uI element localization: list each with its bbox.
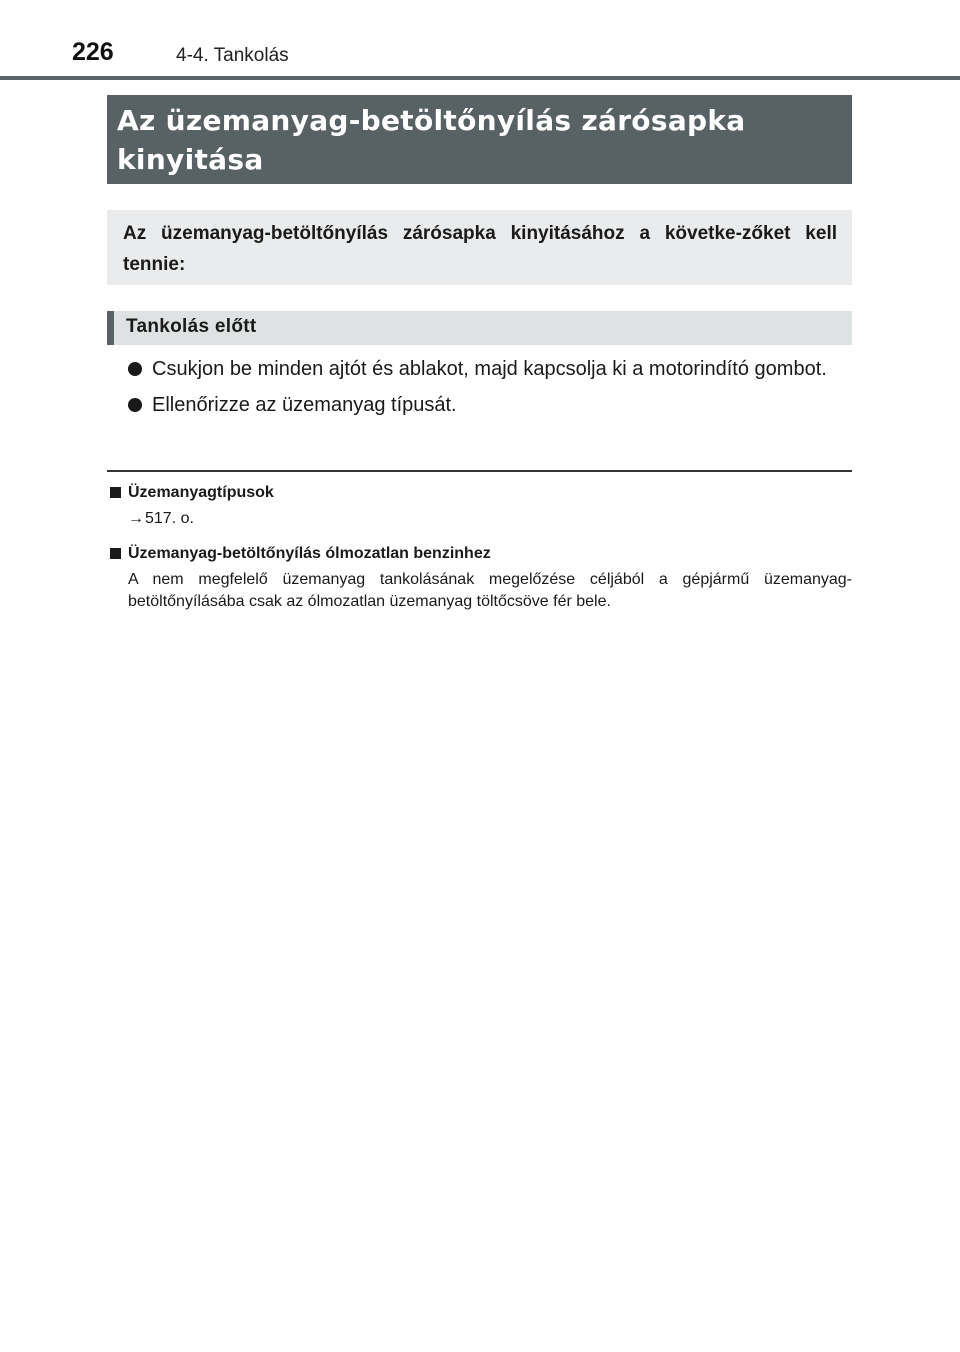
square-bullet-icon: [110, 548, 121, 559]
page-title: Az üzemanyag-betöltőnyílás zárósapka kinyitása: [117, 104, 746, 176]
subheading-box: [107, 311, 852, 345]
page-header: [0, 0, 960, 80]
note-unleaded-filler: [110, 543, 852, 613]
title-box: [107, 95, 852, 184]
arrow-right-icon: →: [128, 510, 144, 527]
note-heading: [110, 482, 852, 504]
note-body: [110, 508, 852, 530]
subheading: Tankolás előtt: [126, 316, 257, 337]
bullet-list: [128, 352, 852, 424]
bullet-icon: [128, 398, 142, 412]
bullet-text: Csukjon be minden ajtót és ablakot, majd kapcsolja ki a motorindító gombot.: [152, 358, 827, 380]
note-body: A nem megfelelő üzemanyag tankolásának megelőzése céljából a gépjármű üzemanyag-betöltőnyílásába csak az ólmozatlan üzemanyag töltőcsöve fér bele.: [128, 571, 852, 610]
intro-box: [107, 210, 852, 285]
bullet-text: Ellenőrizze az üzemanyag típusát.: [152, 394, 457, 416]
page-reference-link[interactable]: 517. o.: [145, 510, 194, 527]
note-heading-text: Üzemanyagtípusok: [128, 484, 274, 501]
section-title: 4-4. Tankolás: [176, 45, 289, 66]
page-number: 226: [72, 38, 114, 66]
note-heading: [110, 543, 852, 565]
divider: [107, 470, 852, 472]
list-item: [128, 352, 852, 386]
note-heading-text: Üzemanyag-betöltőnyílás ólmozatlan benzinhez: [128, 545, 491, 562]
note-fuel-types: [110, 482, 852, 530]
list-item: [128, 388, 852, 422]
square-bullet-icon: [110, 487, 121, 498]
bullet-icon: [128, 362, 142, 376]
header-rule: [0, 76, 960, 80]
intro-text: Az üzemanyag-betöltőnyílás zárósapka kinyitásához a követke-zőket kell tennie:: [123, 223, 837, 275]
